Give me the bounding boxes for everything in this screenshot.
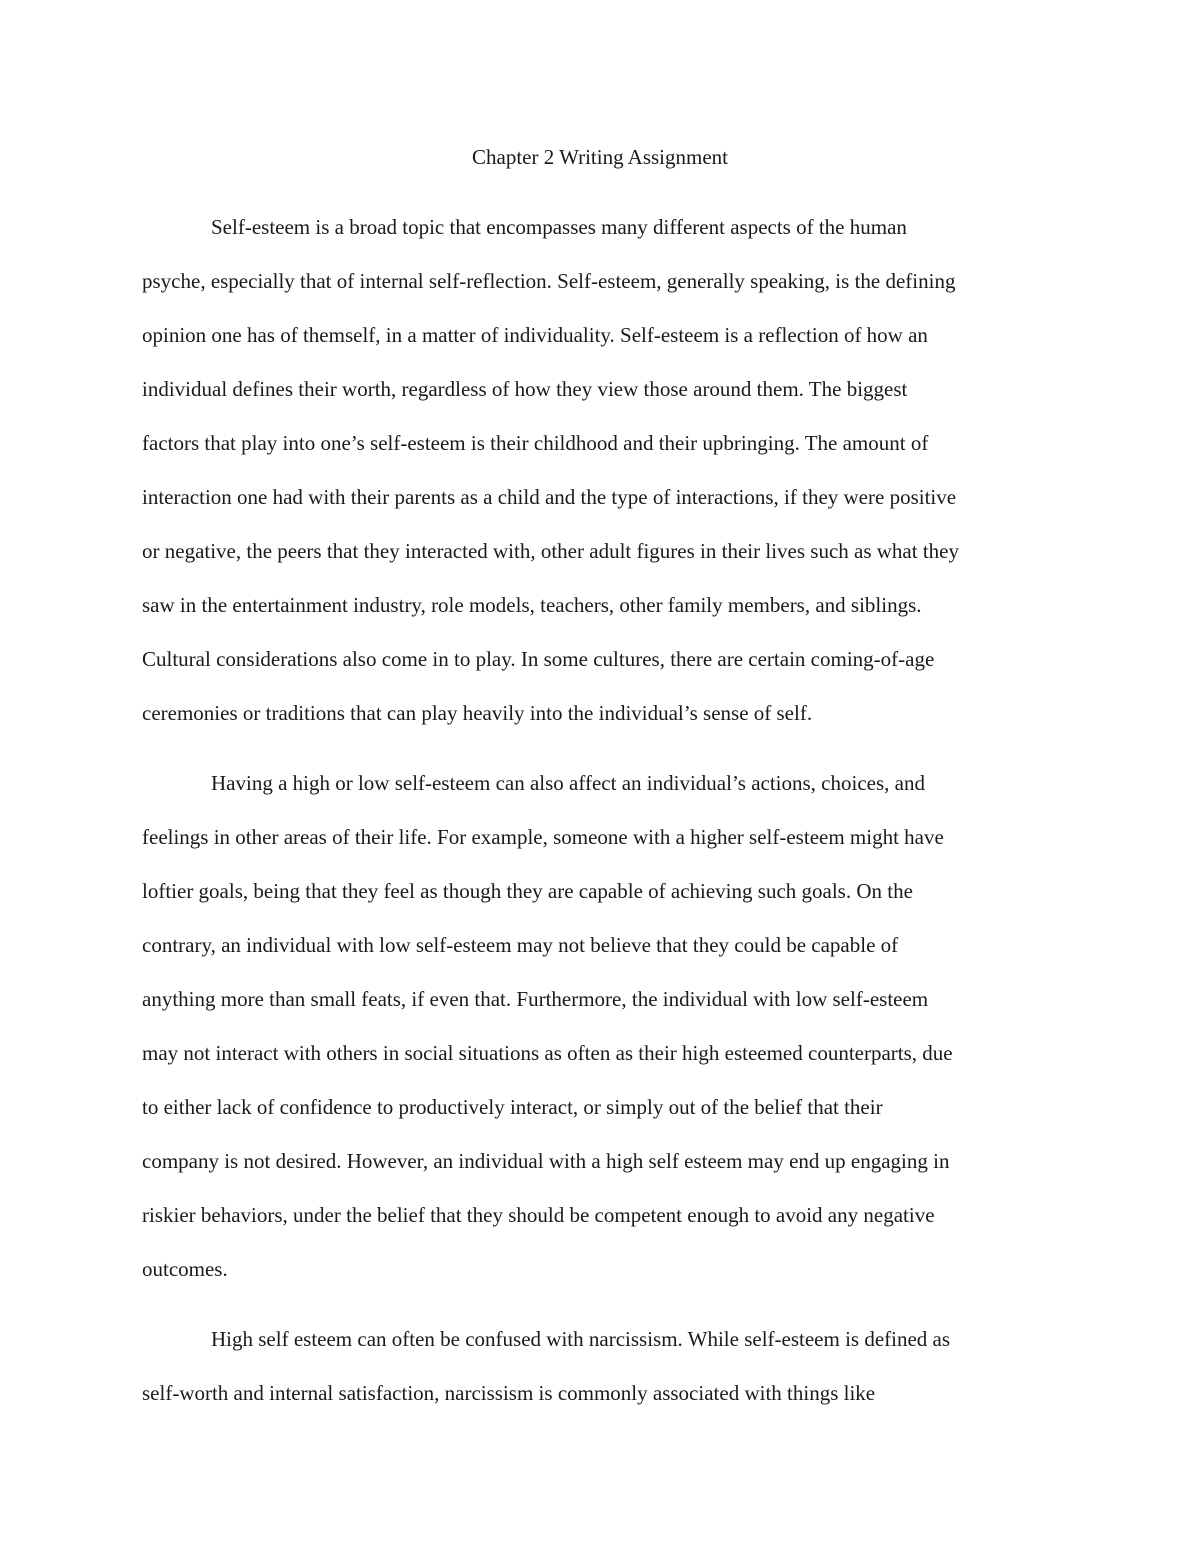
- text-line: Self-esteem is a broad topic that encompasses many different aspects of the human: [211, 215, 907, 239]
- text-line: self-worth and internal satisfaction, narcissism is commonly associated with things like: [142, 1381, 876, 1405]
- text-line: factors that play into one’s self-esteem is their childhood and their upbringing. The amount of: [142, 431, 929, 455]
- text-line: High self esteem can often be confused with narcissism. While self-esteem is defined as: [211, 1327, 951, 1351]
- text-line: interaction one had with their parents as a child and the type of interactions, if they were positive: [142, 485, 957, 509]
- text-line: may not interact with others in social situations as often as their high esteemed counterparts, due: [142, 1041, 953, 1065]
- text-line: saw in the entertainment industry, role models, teachers, other family members, and siblings.: [142, 593, 922, 617]
- text-line: riskier behaviors, under the belief that they should be competent enough to avoid any negative: [142, 1203, 935, 1227]
- text-line: anything more than small feats, if even that. Furthermore, the individual with low self-esteem: [142, 987, 929, 1011]
- page-title: Chapter 2 Writing Assignment: [472, 145, 728, 169]
- text-line: or negative, the peers that they interacted with, other adult figures in their lives such as what they: [142, 539, 959, 563]
- text-line: company is not desired. However, an individual with a high self esteem may end up engaging in: [142, 1149, 950, 1173]
- text-line: opinion one has of themself, in a matter of individuality. Self-esteem is a reflection of how an: [142, 323, 928, 347]
- text-line: feelings in other areas of their life. For example, someone with a higher self-esteem might have: [142, 825, 944, 849]
- text-line: Cultural considerations also come in to play. In some cultures, there are certain coming-of-age: [142, 647, 935, 671]
- text-line: Having a high or low self-esteem can also affect an individual’s actions, choices, and: [211, 771, 925, 795]
- text-line: psyche, especially that of internal self-reflection. Self-esteem, generally speaking, is the defining: [142, 269, 956, 293]
- text-line: loftier goals, being that they feel as though they are capable of achieving such goals. On the: [142, 879, 913, 903]
- text-line: outcomes.: [142, 1257, 228, 1281]
- text-line: to either lack of confidence to productively interact, or simply out of the belief that their: [142, 1095, 883, 1119]
- text-line: ceremonies or traditions that can play heavily into the individual’s sense of self.: [142, 701, 813, 725]
- text-line: individual defines their worth, regardless of how they view those around them. The biggest: [142, 377, 908, 401]
- text-line: contrary, an individual with low self-esteem may not believe that they could be capable of: [142, 933, 899, 957]
